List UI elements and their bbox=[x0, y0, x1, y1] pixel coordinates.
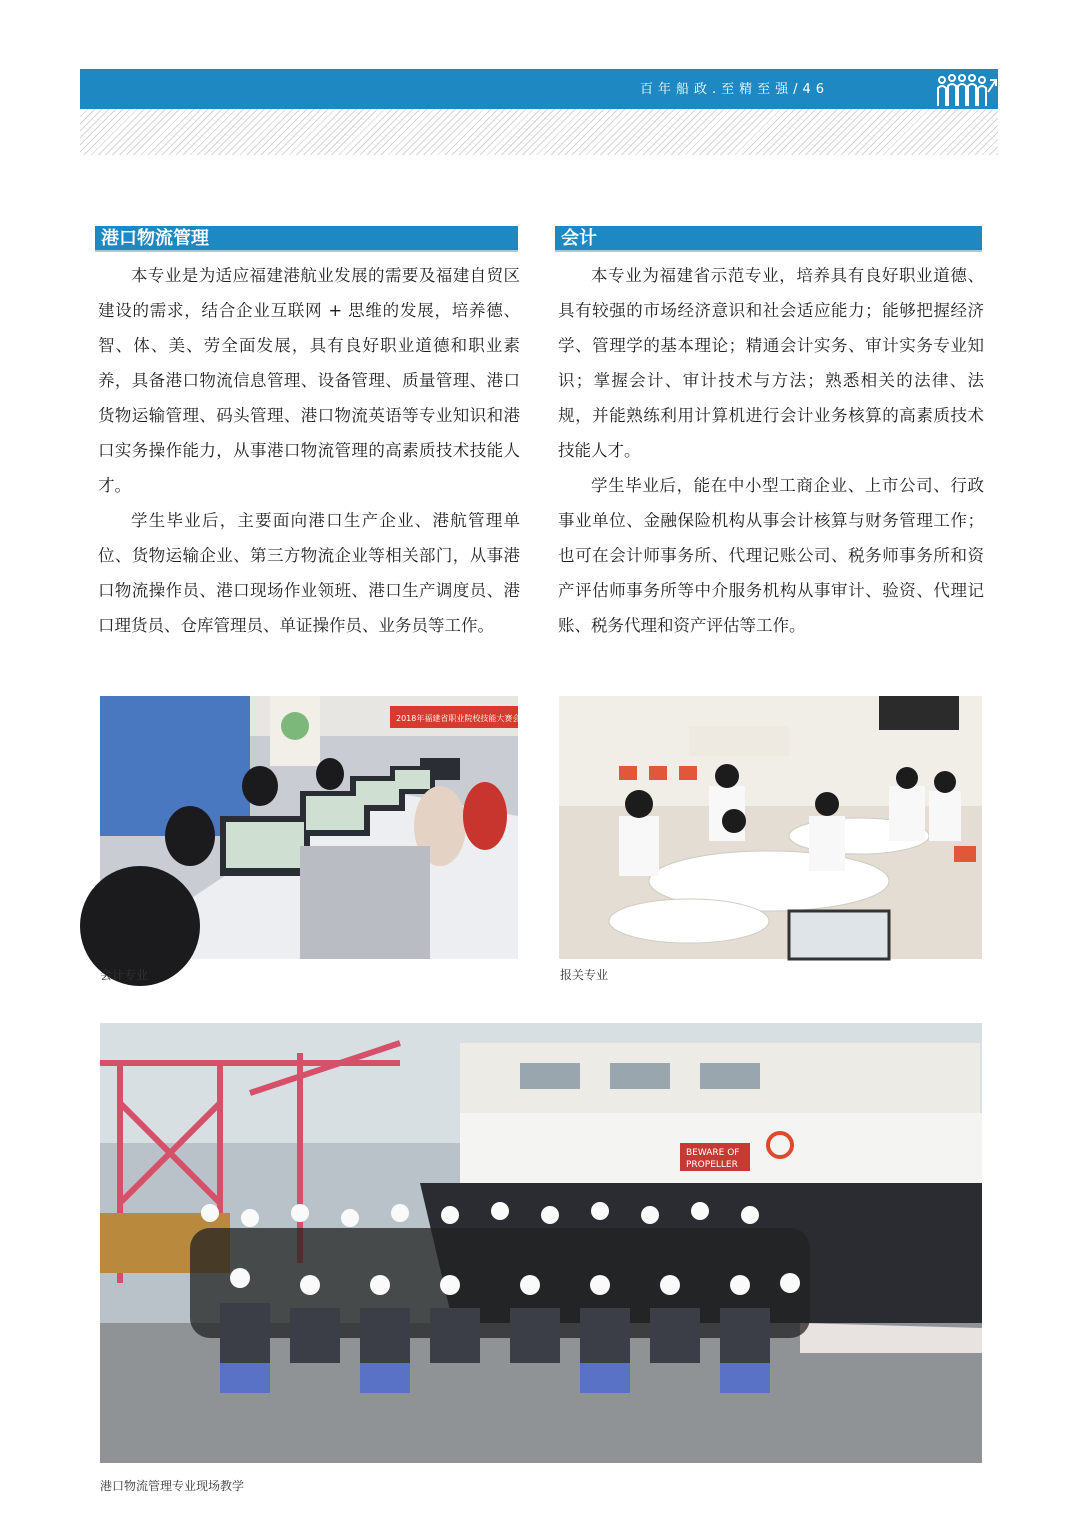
header-hatch-pattern bbox=[80, 109, 998, 155]
accounting-description bbox=[558, 258, 984, 643]
classroom-photo bbox=[559, 696, 982, 959]
port-field-teaching-photo bbox=[100, 1023, 982, 1463]
paragraph: 学生毕业后，能在中小型工商企业、上市公司、行政事业单位、金融保险机构从事会计核算与财务管理工作；也可在会计师事务所、代理记账公司、税务师事务所和资产评估师事务所等中介服务机构从事审计、验资、代理记账、税务代理和资产评估等工作。 bbox=[558, 476, 984, 635]
paragraph: 本专业是为适应福建港航业发展的需要及福建自贸区建设的需求，结合企业互联网 + 思维的发展，培养德、智、体、美、劳全面发展，具有良好职业道德和职业素养，具备港口物流信息管理、设备管理、质量管理、港口货物运输管理、码头管理、港口物流英语等专业知识和港口实务操作能力，从事港口物流管理的高素质技术技能人才。 bbox=[98, 266, 520, 495]
people-group-icon bbox=[934, 72, 998, 108]
paragraph: 本专业为福建省示范专业，培养具有良好职业道德、具有较强的市场经济意识和社会适应能力；能够把握经济学、管理学的基本理论；精通会计实务、审计实务专业知识；掌握会计、审计技术与方法；熟悉相关的法律、法规，并能熟练利用计算机进行会计业务核算的高素质技术技能人才。 bbox=[558, 266, 984, 460]
caption-accounting: 会计专业 bbox=[100, 968, 149, 982]
propeller-sign-line2: PROPELLER bbox=[686, 1160, 738, 1170]
section-title-port-logistics: 港口物流管理 bbox=[95, 226, 518, 252]
caption-customs: 报关专业 bbox=[560, 968, 609, 982]
computer-lab-photo bbox=[100, 696, 545, 959]
propeller-sign-line1: BEWARE OF bbox=[686, 1148, 740, 1158]
paragraph: 学生毕业后，主要面向港口生产企业、港航管理单位、货物运输企业、第三方物流企业等相关部门，从事港口物流操作员、港口现场作业领班、港口生产调度员、港口理货员、仓库管理员、单证操作员、业务员等工作。 bbox=[98, 511, 520, 635]
header-tagline: 百年船政.至精至强/46 bbox=[640, 82, 830, 97]
port-logistics-description bbox=[98, 258, 520, 643]
lab-banner: 2018年福建省职业院校技能大赛会计技能 bbox=[396, 714, 545, 723]
caption-port-teaching: 港口物流管理专业现场教学 bbox=[100, 1479, 245, 1493]
section-title-accounting: 会计 bbox=[555, 226, 982, 252]
